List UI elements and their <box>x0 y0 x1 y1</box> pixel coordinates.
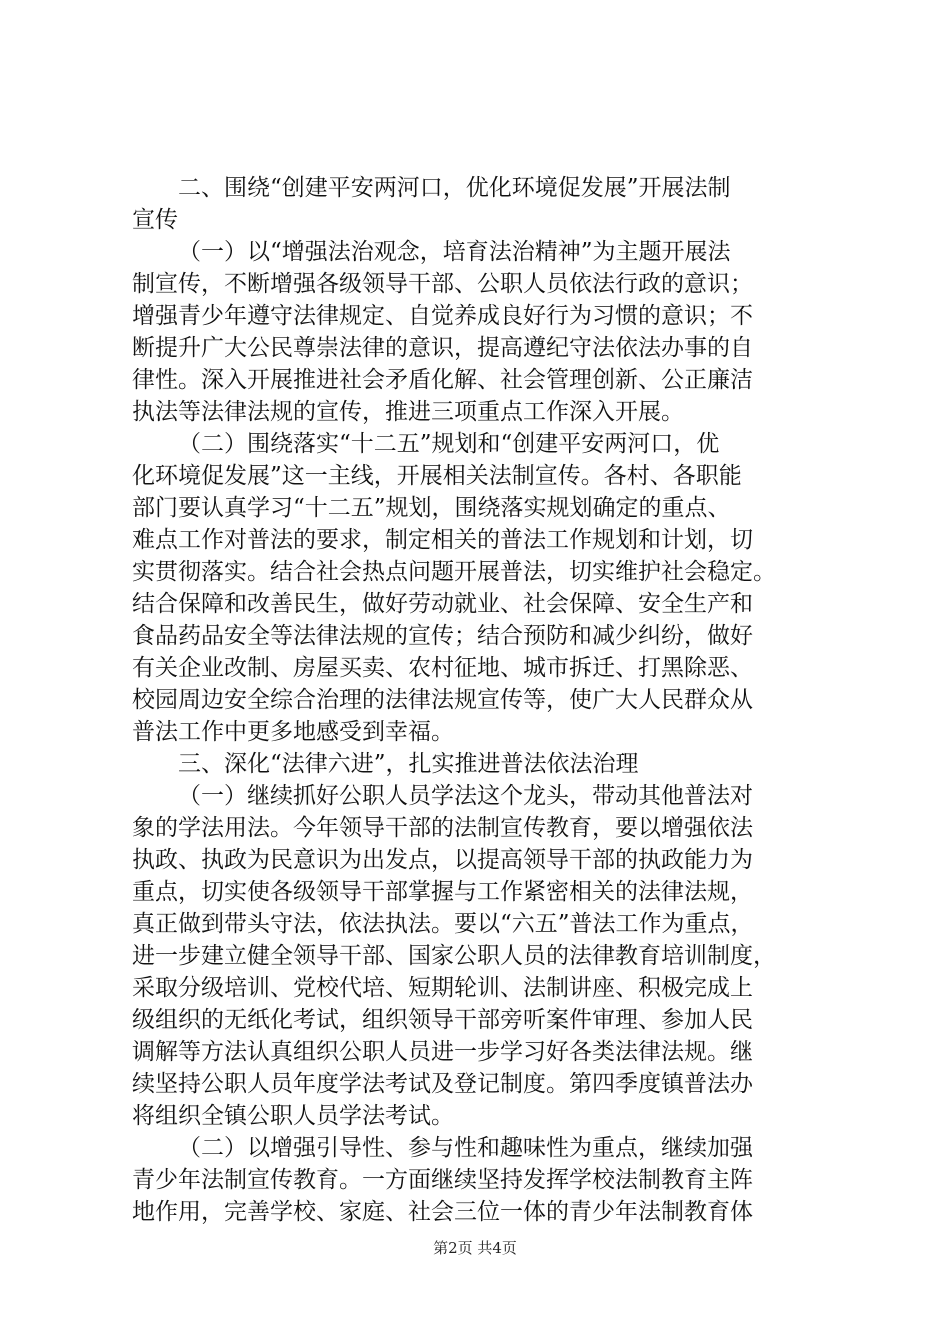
text-line: （二）围绕落实“十二五”规划和“创建平安两河口，优 <box>178 431 720 457</box>
text-line: 部门要认真学习“十二五”规划，围绕落实规划确定的重点、 <box>132 495 731 521</box>
text-line: 三、深化“法律六进”，扎实推进普法依法治理 <box>178 751 639 777</box>
text-line: （一）继续抓好公职人员学法这个龙头，带动其他普法对 <box>178 783 753 809</box>
text-line: 律性。深入开展推进社会矛盾化解、社会管理创新、公正廉洁 <box>132 367 753 393</box>
text-line: （二）以增强引导性、参与性和趣味性为重点，继续加强 <box>178 1135 753 1161</box>
text-line: 调解等方法认真组织公职人员进一步学习好各类法律法规。继 <box>132 1039 753 1065</box>
page-number-label: 第2页 共4页 <box>433 1239 517 1257</box>
text-line: 二、围绕“创建平安两河口，优化环境促发展”开展法制 <box>178 175 731 201</box>
text-line: 续坚持公职人员年度学法考试及登记制度。第四季度镇普法办 <box>132 1071 753 1097</box>
text-line: 普法工作中更多地感受到幸福。 <box>132 719 454 745</box>
text-line: 化环境促发展”这一主线，开展相关法制宣传。各村、各职能 <box>132 463 742 489</box>
text-line: 青少年法制宣传教育。一方面继续坚持发挥学校法制教育主阵 <box>132 1167 753 1193</box>
page-footer <box>0 1238 950 1258</box>
text-line: 实贯彻落实。结合社会热点问题开展普法，切实维护社会稳定。 <box>132 559 776 585</box>
text-line: 进一步建立健全领导干部、国家公职人员的法律教育培训制度， <box>132 943 776 969</box>
text-line: 执政、执政为民意识为出发点，以提高领导干部的执政能力为 <box>132 847 753 873</box>
document-body <box>132 172 832 1228</box>
text-line: 真正做到带头守法，依法执法。要以“六五”普法工作为重点， <box>132 911 754 937</box>
text-line: 将组织全镇公职人员学法考试。 <box>132 1103 454 1129</box>
text-line: 重点，切实使各级领导干部掌握与工作紧密相关的法律法规， <box>132 879 753 905</box>
text-line: 校园周边安全综合治理的法律法规宣传等，使广大人民群众从 <box>132 687 753 713</box>
text-line: 象的学法用法。今年领导干部的法制宣传教育，要以增强依法 <box>132 815 753 841</box>
text-line: 增强青少年遵守法律规定、自觉养成良好行为习惯的意识；不 <box>132 303 753 329</box>
text-line: 执法等法律法规的宣传，推进三项重点工作深入开展。 <box>132 399 684 425</box>
text-line: 结合保障和改善民生，做好劳动就业、社会保障、安全生产和 <box>132 591 753 617</box>
text-line: 断提升广大公民尊崇法律的意识，提高遵纪守法依法办事的自 <box>132 335 753 361</box>
text-line: 采取分级培训、党校代培、短期轮训、法制讲座、积极完成上 <box>132 975 753 1001</box>
text-line: 地作用，完善学校、家庭、社会三位一体的青少年法制教育体 <box>132 1199 753 1225</box>
text-line: 制宣传，不断增强各级领导干部、公职人员依法行政的意识； <box>132 271 753 297</box>
text-line: 宣传 <box>132 207 178 233</box>
text-line: 有关企业改制、房屋买卖、农村征地、城市拆迁、打黑除恶、 <box>132 655 753 681</box>
text-line: 难点工作对普法的要求，制定相关的普法工作规划和计划，切 <box>132 527 753 553</box>
text-line: 食品药品安全等法律法规的宣传；结合预防和减少纠纷，做好 <box>132 623 753 649</box>
text-line: （一）以“增强法治观念，培育法治精神”为主题开展法 <box>178 239 731 265</box>
text-line: 级组织的无纸化考试，组织领导干部旁听案件审理、参加人民 <box>132 1007 753 1033</box>
